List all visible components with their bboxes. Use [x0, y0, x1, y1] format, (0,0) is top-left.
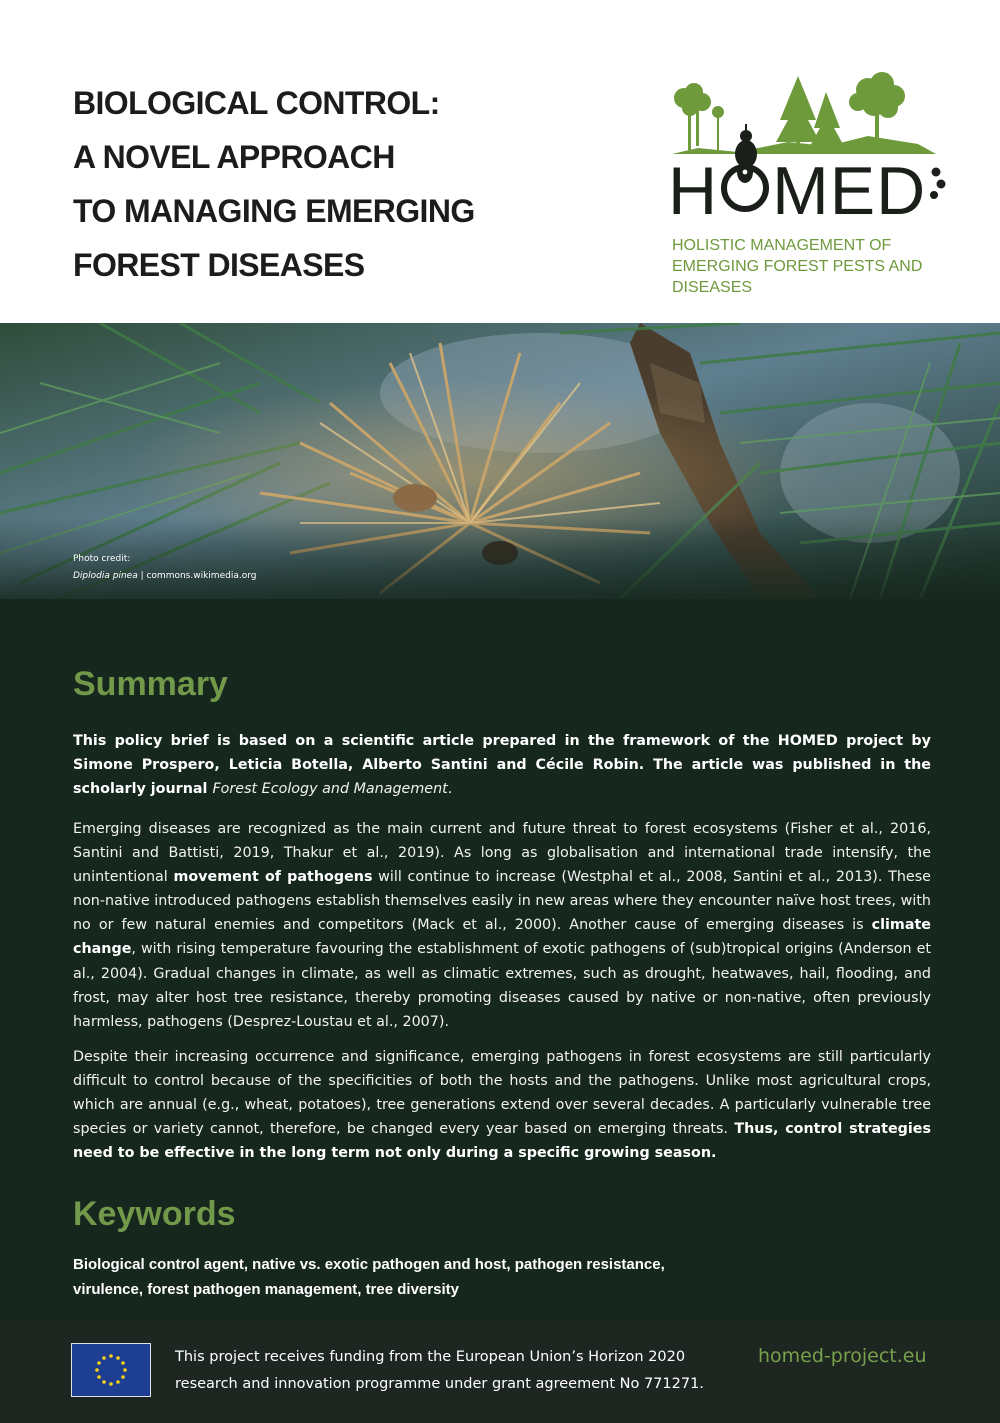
website-link[interactable]: homed-project.eu: [758, 1345, 927, 1367]
keywords-list: [73, 1252, 773, 1302]
p2-emphasis-climate: climate change: [73, 917, 931, 958]
p2-text-c: will continue to increase (Westphal et al., 2008, Santini et al., 2013). These non-native introduced pathogens establish themselves easily in new areas where they encounter naïve host trees, with no or few natural enemies and competitors (Mack et al., 2000). Another cause of emerging diseases is: [73, 869, 931, 934]
keywords-line: Biological control agent, native vs. exotic pathogen and host, pathogen resistance,: [73, 1256, 665, 1273]
funding-statement: [175, 1344, 704, 1398]
logo-wordmark: [668, 153, 948, 229]
summary-intro-bold: This policy brief is based on a scientific article prepared in the framework of the HOMED project by Simone Prospero, Leticia Botella, Alberto Santini and Cécile Robin. The article was published in the scholarly journal: [73, 733, 931, 798]
p2-emphasis-movement: movement of pathogens: [173, 869, 373, 886]
funding-line: This project receives funding from the European Union’s Horizon 2020: [175, 1349, 686, 1365]
summary-paragraph-3: [73, 1045, 931, 1165]
title-line: TO MANAGING EMERGING: [73, 193, 475, 229]
photo-credit-source-line: [73, 568, 256, 585]
p3-emphasis: Thus, control strategies need to be effective in the long term not only during a specific growing season.: [73, 1121, 931, 1162]
logo-tagline: [672, 235, 962, 298]
eu-flag-icon: [72, 1344, 150, 1396]
photo-credit: [73, 551, 256, 585]
summary-intro-end: .: [447, 781, 453, 798]
p2-text-e: , with rising temperature favouring the establishment of exotic pathogens of (sub)tropical origins (Anderson et al., 2004). Gradual changes in climate, as well as climatic extremes, such as drought, heatwaves, hail, flooding, and frost, may alter host tree resistance, thereby promoting diseases caused by native or non-native, often previously harmless, pathogens (Desprez-Loustau et al., 2007).: [73, 941, 931, 1030]
p3-text-a: Despite their increasing occurrence and significance, emerging pathogens in forest ecosystems are still particularly difficult to control because of the specificities of both the hosts and the pathogens. Unlike most agricultural crops, which are annual (e.g., wheat, potatoes), tree generations extend over several decades. A particularly vulnerable tree species or variety cannot, therefore, be changed every year based on emerging threats.: [73, 1049, 931, 1138]
page-title: [73, 76, 633, 292]
header: [0, 0, 1000, 323]
summary-intro: [73, 729, 931, 801]
title-line: A NOVEL APPROACH: [73, 139, 395, 175]
photo-credit-species: Diplodia pinea: [73, 571, 138, 581]
summary-heading: Summary: [73, 665, 228, 703]
tagline-line: DISEASES: [672, 279, 753, 296]
logo-dots-icon: [926, 164, 948, 204]
logo-letter-h: H: [668, 153, 719, 229]
keywords-line: virulence, forest pathogen management, tree diversity: [73, 1281, 459, 1298]
title-line: FOREST DISEASES: [73, 247, 365, 283]
homed-logo: [668, 70, 958, 300]
tagline-line: EMERGING FOREST PESTS AND: [672, 258, 923, 275]
p2-text-a: Emerging diseases are recognized as the main current and future threat to forest ecosystems (Fisher et al., 2016, Santini and Battisti, 2019, Thakur et al., 2019). As long as globalisation and international trade intensify, the unintentional: [73, 821, 931, 886]
title-line: BIOLOGICAL CONTROL:: [73, 85, 440, 121]
summary-paragraph-2: [73, 817, 931, 1034]
logo-o-ring-icon: [718, 156, 772, 226]
photo-credit-source: | commons.wikimedia.org: [137, 571, 257, 581]
summary-journal: Forest Ecology and Management: [212, 781, 448, 798]
funding-line: research and innovation programme under grant agreement No 771271.: [175, 1376, 704, 1392]
photo-credit-label: Photo credit:: [73, 554, 131, 564]
logo-letters-med: MED: [772, 153, 927, 229]
keywords-heading: Keywords: [73, 1195, 236, 1233]
tagline-line: HOLISTIC MANAGEMENT OF: [672, 237, 892, 254]
